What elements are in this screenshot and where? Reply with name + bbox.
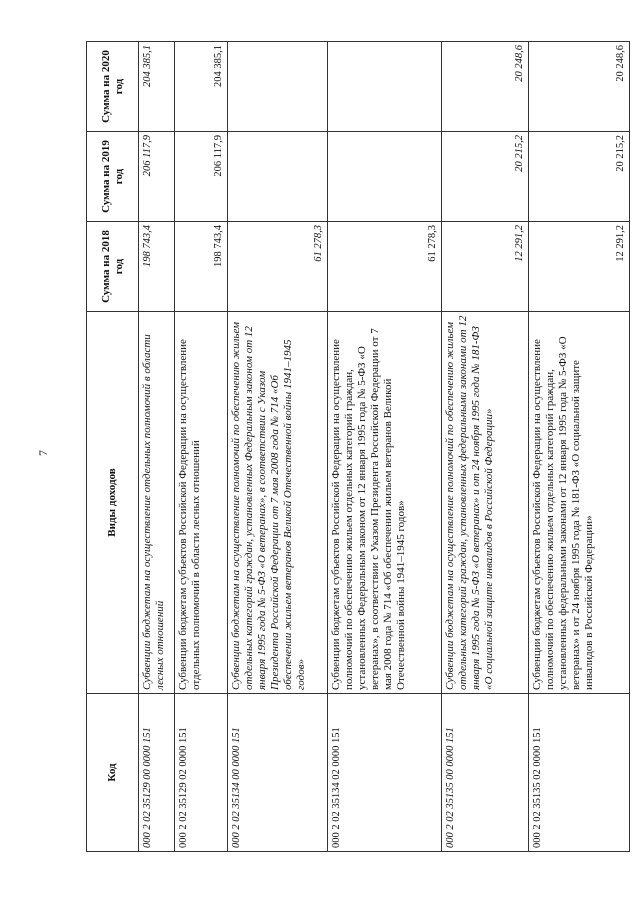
row-description: Субвенции бюджетам на осуществление полномочий по обеспечению жильем отдельных категорий граждан, установленных федеральными законами от 12 января 1995 года № 5-ФЗ «О ветеранах» и от 24 ноября 1995 года № 181-ФЗ «О социальной защите инвалидов в Российской Федерации»	[441, 312, 528, 694]
row-sum-2020: 204 385,1	[175, 42, 227, 132]
header-sum-2019: Сумма на 2019 год	[87, 132, 139, 222]
header-sum-2020: Сумма на 2020 год	[87, 42, 139, 132]
row-description: Субвенции бюджетам на осуществление отдельных полномочий в области лесных отношений	[139, 312, 175, 694]
table-row	[227, 42, 328, 852]
header-sum-2018: Сумма на 2018 год	[87, 222, 139, 312]
row-sum-2019	[227, 132, 328, 222]
table-row	[328, 42, 442, 852]
table-header-row	[87, 42, 139, 852]
row-sum-2018: 61 278,3	[328, 222, 442, 312]
row-description: Субвенции бюджетам на осуществление полномочий по обеспечению жильем отдельных категорий граждан, установленных Федеральным законом от 12 января 1995 года № 5-ФЗ «О ветеранах», в соответствии с Указом Президента Российской Федерации от 7 мая 2008 года № 714 «Об обеспечении жильем ветеранов Великой Отечественной войны 1941–1945 годов»	[227, 312, 328, 694]
row-sum-2019: 206 117,9	[175, 132, 227, 222]
row-description: Субвенции бюджетам субъектов Российской Федерации на осуществление отдельных полномочий в области лесных отношений	[175, 312, 227, 694]
row-sum-2018: 12 291,2	[529, 222, 630, 312]
row-sum-2020	[227, 42, 328, 132]
table-row	[441, 42, 528, 852]
row-code: 000 2 02 35134 00 0000 151	[227, 694, 328, 852]
page-number: 7	[36, 450, 50, 456]
table-row	[529, 42, 630, 852]
row-code: 000 2 02 35135 02 0000 151	[529, 694, 630, 852]
header-revenue-type: Виды доходов	[87, 312, 139, 694]
header-code: Код	[87, 694, 139, 852]
row-sum-2019	[328, 132, 442, 222]
row-sum-2020: 20 248,6	[529, 42, 630, 132]
row-code: 000 2 02 35134 02 0000 151	[328, 694, 442, 852]
row-sum-2019: 206 117,9	[139, 132, 175, 222]
row-code: 000 2 02 35129 02 0000 151	[175, 694, 227, 852]
row-sum-2018: 198 743,4	[175, 222, 227, 312]
table-row	[175, 42, 227, 852]
row-description: Субвенции бюджетам субъектов Российской Федерации на осуществление полномочий по обеспечению жильем отдельных категорий граждан, установленных федеральными законами от 12 января 1995 года № 5-ФЗ «О ветеранах» и от 24 ноября 1995 года № 181-ФЗ «О социальной защите инвалидов в Российской Федерации»	[529, 312, 630, 694]
row-sum-2018: 12 291,2	[441, 222, 528, 312]
row-sum-2020: 204 385,1	[139, 42, 175, 132]
row-sum-2018: 198 743,4	[139, 222, 175, 312]
row-sum-2019: 20 215,2	[441, 132, 528, 222]
rotated-page-content	[86, 42, 630, 852]
table-row	[139, 42, 175, 852]
row-description: Субвенции бюджетам субъектов Российской Федерации на осуществление полномочий по обеспечению жильем отдельных категорий граждан, установленных Федеральным законом от 12 января 1995 года № 5-ФЗ «О ветеранах», в соответствии с Указом Президента Российской Федерации от 7 мая 2008 года № 714 «Об обеспечении жильем ветеранов Великой Отечественной войны 1941–1945 годов»	[328, 312, 442, 694]
row-sum-2020: 20 248,6	[441, 42, 528, 132]
row-sum-2019: 20 215,2	[529, 132, 630, 222]
row-code: 000 2 02 35135 00 0000 151	[441, 694, 528, 852]
row-sum-2018: 61 278,3	[227, 222, 328, 312]
revenue-table	[86, 41, 630, 852]
row-code: 000 2 02 35129 00 0000 151	[139, 694, 175, 852]
row-sum-2020	[328, 42, 442, 132]
